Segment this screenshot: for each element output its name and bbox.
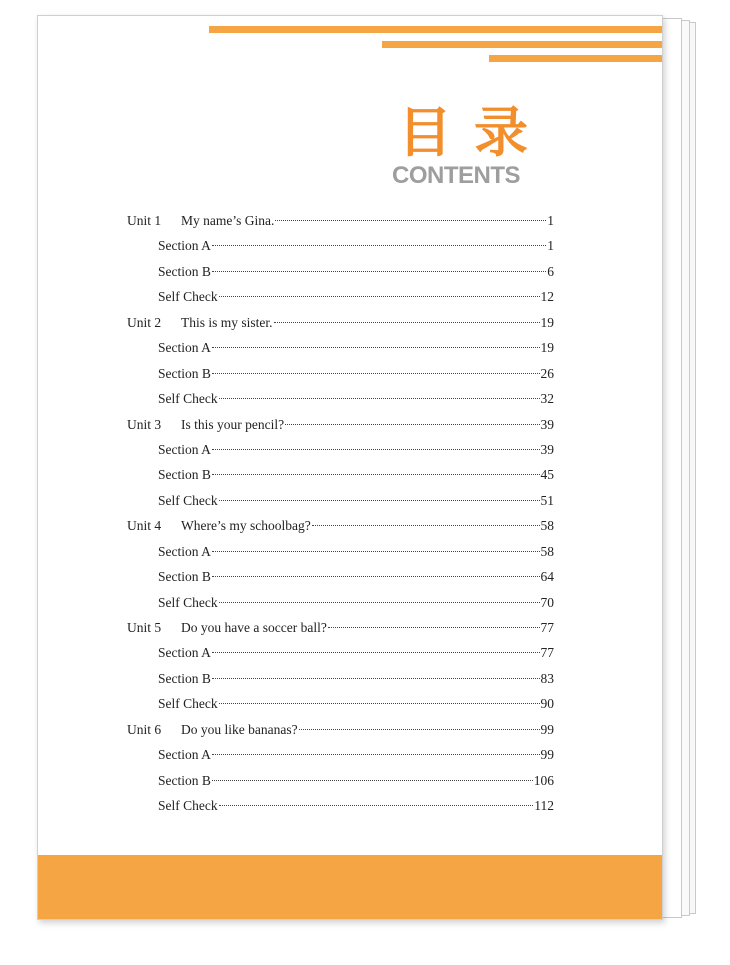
dot-leader: [219, 703, 540, 704]
bottom-band: [38, 855, 662, 919]
dot-leader: [219, 500, 540, 501]
dot-leader: [285, 424, 539, 425]
toc-page-number: 106: [533, 772, 554, 788]
toc-page-number: 112: [534, 798, 554, 814]
toc-page-number: 58: [540, 543, 554, 559]
dot-leader: [219, 296, 540, 297]
toc-section-row: [38, 437, 662, 462]
toc-page-number: 19: [540, 314, 554, 330]
toc-entry-title: Section B: [158, 467, 211, 483]
toc-entry-title: Self Check: [158, 594, 218, 610]
contents-page: [37, 15, 663, 920]
toc-entry-title: Section B: [158, 263, 211, 279]
dot-leader: [219, 805, 534, 806]
toc-page-number: 58: [540, 518, 554, 534]
toc-page-number: 99: [540, 747, 554, 763]
dot-leader: [212, 551, 540, 552]
dot-leader: [219, 398, 540, 399]
dot-leader: [212, 754, 540, 755]
toc-page-number: 6: [547, 263, 554, 279]
toc-entry-title: Self Check: [158, 492, 218, 508]
toc-page-number: 90: [540, 696, 554, 712]
toc-page-number: 77: [540, 620, 554, 635]
toc-page-number: 64: [540, 569, 554, 585]
dot-leader: [212, 449, 540, 450]
dot-leader: [212, 245, 546, 246]
toc-entry-title: Section B: [158, 569, 211, 585]
toc-page-number: 1: [547, 213, 554, 228]
toc-unit-number: Unit 4: [127, 518, 162, 534]
toc-entry-title: Section B: [158, 670, 211, 686]
toc-page-number: 45: [540, 467, 554, 483]
header-stripe-2: [382, 41, 662, 48]
toc-page-number: 19: [540, 340, 554, 356]
toc-entry-title: Self Check: [158, 696, 218, 712]
toc-section-row: [38, 259, 662, 284]
toc-entry-title: My name’s Gina.: [181, 213, 275, 228]
toc-unit-row: [38, 513, 662, 538]
toc-page-number: 51: [540, 492, 554, 508]
toc-page-number: 77: [540, 645, 554, 661]
dot-leader: [328, 627, 540, 628]
toc-page-number: 26: [540, 365, 554, 381]
dot-leader: [212, 780, 533, 781]
toc-unit-number: Unit 5: [127, 620, 162, 635]
toc-unit-row: [38, 412, 662, 437]
toc-entry-title: Section A: [158, 441, 211, 457]
toc-entry-title: Section B: [158, 365, 211, 381]
toc-page-number: 99: [540, 721, 554, 737]
toc-entry-title: Section A: [158, 543, 211, 559]
toc-unit-number: Unit 3: [127, 416, 162, 432]
dot-leader: [212, 652, 540, 653]
toc-page-number: 1: [547, 238, 554, 254]
toc-entry-title: Do you like bananas?: [181, 721, 298, 737]
dot-leader: [312, 525, 540, 526]
dot-leader: [275, 220, 546, 221]
dot-leader: [274, 322, 540, 323]
toc-unit-number: Unit 1: [127, 213, 162, 228]
toc-section-row: [38, 793, 662, 818]
toc-unit-number: Unit 6: [127, 721, 162, 737]
dot-leader: [212, 474, 540, 475]
dot-leader: [219, 602, 540, 603]
toc-entry-title: Section A: [158, 645, 211, 661]
toc-section-row: [38, 640, 662, 665]
toc-page-number: 32: [540, 391, 554, 407]
toc-entry-title: Where’s my schoolbag?: [181, 518, 311, 534]
header-stripe-3: [489, 55, 662, 62]
toc-section-row: [38, 564, 662, 589]
toc-section-row: [38, 768, 662, 793]
dot-leader: [212, 271, 546, 272]
toc-section-row: [38, 666, 662, 691]
title-chinese: 目录: [398, 101, 550, 164]
toc-entry-title: Self Check: [158, 798, 218, 814]
toc-entry-title: Self Check: [158, 289, 218, 305]
toc-page-number: 83: [540, 670, 554, 686]
dot-leader: [212, 576, 540, 577]
toc-section-row: [38, 691, 662, 716]
toc-entry-title: Section A: [158, 238, 211, 254]
toc-section-row: [38, 488, 662, 513]
toc-section-row: [38, 361, 662, 386]
toc-unit-row: [38, 310, 662, 335]
toc-entry-title: This is my sister.: [181, 314, 273, 330]
toc-section-row: [38, 539, 662, 564]
toc-entry-title: Do you have a soccer ball?: [181, 620, 327, 635]
toc-section-row: [38, 386, 662, 411]
toc-section-row: [38, 233, 662, 258]
dot-leader: [212, 347, 540, 348]
dot-leader: [299, 729, 540, 730]
toc-unit-number: Unit 2: [127, 314, 162, 330]
table-of-contents: [38, 208, 662, 819]
toc-section-row: [38, 742, 662, 767]
title-english: CONTENTS: [392, 162, 520, 189]
toc-section-row: [38, 590, 662, 615]
toc-unit-row: [38, 615, 662, 640]
toc-unit-row: [38, 208, 662, 233]
dot-leader: [212, 678, 540, 679]
toc-entry-title: Section A: [158, 747, 211, 763]
toc-unit-row: [38, 717, 662, 742]
toc-section-row: [38, 284, 662, 309]
toc-page-number: 70: [540, 594, 554, 610]
toc-section-row: [38, 462, 662, 487]
toc-page-number: 39: [540, 416, 554, 432]
toc-entry-title: Section B: [158, 772, 211, 788]
toc-entry-title: Section A: [158, 340, 211, 356]
dot-leader: [212, 373, 540, 374]
header-stripe-1: [209, 26, 662, 33]
toc-page-number: 39: [540, 441, 554, 457]
toc-section-row: [38, 335, 662, 360]
toc-entry-title: Is this your pencil?: [181, 416, 285, 432]
toc-entry-title: Self Check: [158, 391, 218, 407]
toc-page-number: 12: [540, 289, 554, 305]
